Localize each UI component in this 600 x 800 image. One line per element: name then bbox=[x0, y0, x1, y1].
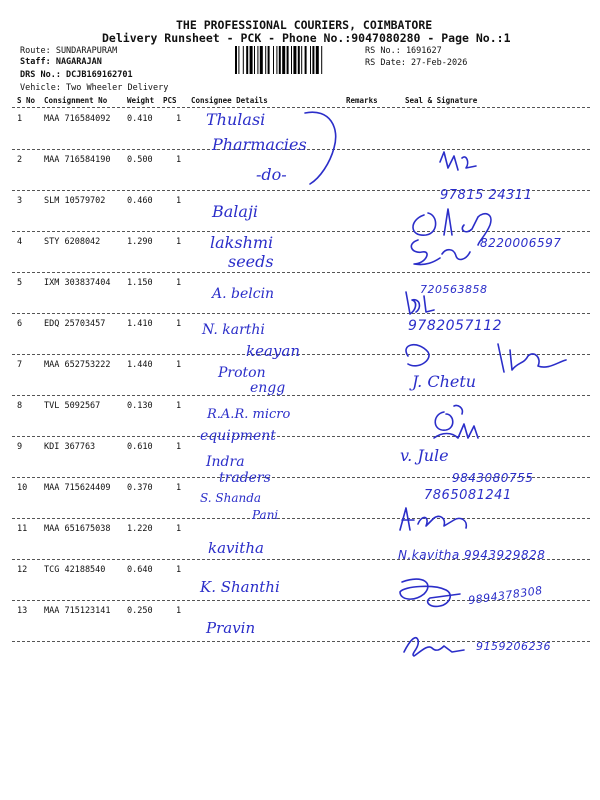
rs-date: RS Date: 27-Feb-2026 bbox=[365, 58, 468, 68]
consignee-13: Pravin bbox=[206, 619, 256, 637]
route-label: Route: SUNDARAPURAM bbox=[20, 46, 118, 56]
consignee-7: Proton bbox=[218, 365, 266, 381]
consignment-cell: SLM 10579702 bbox=[44, 196, 106, 206]
consignee-6-line2: keayan bbox=[246, 342, 300, 360]
sno-cell: 7 bbox=[17, 360, 23, 370]
pcs-cell: 1 bbox=[176, 360, 182, 370]
sno-cell: 12 bbox=[17, 565, 28, 575]
consignment-cell: TVL 5092567 bbox=[44, 401, 101, 411]
weight-cell: 1.410 bbox=[127, 319, 153, 329]
signature-10 bbox=[396, 504, 486, 534]
consignee-4-line2: seeds bbox=[228, 252, 274, 271]
consignee-7-line2: engg bbox=[250, 380, 286, 396]
consignee-9: Indra bbox=[206, 454, 245, 470]
col-sno: S No bbox=[17, 96, 36, 105]
weight-cell: 0.130 bbox=[127, 401, 153, 411]
sno-cell: 10 bbox=[17, 483, 28, 493]
signature-text-9: v. Jule bbox=[400, 446, 449, 465]
pcs-cell: 1 bbox=[176, 237, 182, 247]
consignment-cell: MAA 715123141 bbox=[44, 606, 111, 616]
consignment-cell: STY 6208042 bbox=[44, 237, 101, 247]
consignee-3: Balaji bbox=[212, 202, 259, 221]
phone-5: 720563858 bbox=[420, 283, 488, 296]
sno-cell: 11 bbox=[17, 524, 28, 534]
weight-cell: 0.370 bbox=[127, 483, 153, 493]
signature-2 bbox=[436, 148, 486, 178]
col-consignee: Consignee Details bbox=[191, 96, 268, 105]
phone-9: 9843080755 bbox=[452, 471, 534, 485]
phone-11: N.kavitha 9943929828 bbox=[398, 548, 546, 562]
staff-label: Staff: NAGARAJAN bbox=[20, 57, 102, 67]
consignment-cell: MAA 651675038 bbox=[44, 524, 111, 534]
col-pcs: PCS bbox=[163, 96, 177, 105]
phone-6: 9782057112 bbox=[408, 318, 503, 334]
pcs-cell: 1 bbox=[176, 114, 182, 124]
sno-cell: 5 bbox=[17, 278, 23, 288]
weight-cell: 0.640 bbox=[127, 565, 153, 575]
pcs-cell: 1 bbox=[176, 196, 182, 206]
weight-cell: 0.410 bbox=[127, 114, 153, 124]
consignment-cell: MAA 716584190 bbox=[44, 155, 111, 165]
phone-3: 97815 24311 bbox=[440, 188, 533, 203]
signature-text-7: J. Chetu bbox=[412, 372, 477, 391]
consignment-cell: EDQ 25703457 bbox=[44, 319, 106, 329]
signature-8 bbox=[424, 402, 494, 452]
consignment-cell: IXM 303837404 bbox=[44, 278, 111, 288]
consignee-10-line2: Pani bbox=[252, 508, 279, 522]
weight-cell: 0.610 bbox=[127, 442, 153, 452]
weight-cell: 0.460 bbox=[127, 196, 153, 206]
weight-cell: 0.500 bbox=[127, 155, 153, 165]
signature-5 bbox=[402, 288, 442, 318]
weight-cell: 1.220 bbox=[127, 524, 153, 534]
consignee-1: Thulasi bbox=[206, 110, 266, 129]
consignee-5: A. belcin bbox=[212, 286, 275, 302]
signature-6 bbox=[398, 336, 578, 376]
consignee-8-line2: equipment bbox=[200, 428, 276, 444]
table-header bbox=[0, 96, 600, 107]
consignee-1-line2: Pharmacies bbox=[212, 135, 307, 154]
runsheet-title: THE PROFESSIONAL COURIERS, COIMBATORE bbox=[176, 18, 433, 32]
phone-4: 8220006597 bbox=[480, 236, 562, 250]
signature-12 bbox=[394, 574, 474, 614]
pcs-cell: 1 bbox=[176, 565, 182, 575]
consignee-4: lakshmi bbox=[210, 233, 274, 252]
consignee-9-line2: traders bbox=[219, 470, 271, 486]
consignee-6: N. karthi bbox=[202, 322, 265, 338]
weight-cell: 0.250 bbox=[127, 606, 153, 616]
pcs-cell: 1 bbox=[176, 606, 182, 616]
sno-cell: 9 bbox=[17, 442, 23, 452]
phone-10: 7865081241 bbox=[424, 488, 512, 503]
weight-cell: 1.290 bbox=[127, 237, 153, 247]
table-row bbox=[0, 272, 600, 313]
sno-cell: 1 bbox=[17, 114, 23, 124]
signature-13 bbox=[400, 630, 480, 660]
barcode bbox=[233, 46, 361, 76]
pcs-cell: 1 bbox=[176, 278, 182, 288]
consignment-cell: MAA 716584092 bbox=[44, 114, 111, 124]
pcs-cell: 1 bbox=[176, 155, 182, 165]
col-consignment: Consignment No bbox=[44, 96, 108, 105]
phone-12: 9894378308 bbox=[467, 583, 544, 608]
table-row bbox=[0, 395, 600, 436]
sno-cell: 6 bbox=[17, 319, 23, 329]
weight-cell: 1.150 bbox=[127, 278, 153, 288]
consignment-cell: TCG 42188540 bbox=[44, 565, 106, 575]
consignee-12: K. Shanthi bbox=[200, 578, 280, 596]
pcs-cell: 1 bbox=[176, 401, 182, 411]
pcs-cell: 1 bbox=[176, 319, 182, 329]
phone-13: 9159206236 bbox=[476, 640, 551, 653]
pcs-cell: 1 bbox=[176, 483, 182, 493]
col-seal: Seal & Signature bbox=[405, 96, 478, 105]
rs-number: RS No.: 1691627 bbox=[365, 46, 442, 56]
col-weight: Weight bbox=[127, 96, 155, 105]
consignee-2: -do- bbox=[256, 165, 287, 184]
table-row bbox=[0, 600, 600, 641]
pcs-cell: 1 bbox=[176, 442, 182, 452]
col-remarks: Remarks bbox=[346, 96, 378, 105]
drs-label: DRS No.: DCJB169162701 bbox=[20, 70, 133, 80]
sno-cell: 8 bbox=[17, 401, 23, 411]
consignee-10: S. Shanda bbox=[200, 491, 262, 505]
runsheet-subtitle: Delivery Runsheet - PCK - Phone No.:9047080280 - Page No.:1 bbox=[102, 31, 511, 45]
sno-cell: 2 bbox=[17, 155, 23, 165]
sno-cell: 3 bbox=[17, 196, 23, 206]
weight-cell: 1.440 bbox=[127, 360, 153, 370]
consignee-8: R.A.R. micro bbox=[207, 407, 291, 422]
consignment-cell: MAA 715624409 bbox=[44, 483, 111, 493]
consignment-cell: KDI 367763 bbox=[44, 442, 96, 452]
pcs-cell: 1 bbox=[176, 524, 182, 534]
sno-cell: 4 bbox=[17, 237, 23, 247]
consignment-cell: MAA 652753222 bbox=[44, 360, 111, 370]
bracket-mark bbox=[300, 108, 350, 188]
signature-4 bbox=[406, 234, 486, 274]
vehicle-label: Vehicle: Two Wheeler Delivery bbox=[20, 83, 169, 93]
consignee-11: kavitha bbox=[208, 539, 264, 557]
sno-cell: 13 bbox=[17, 606, 28, 616]
